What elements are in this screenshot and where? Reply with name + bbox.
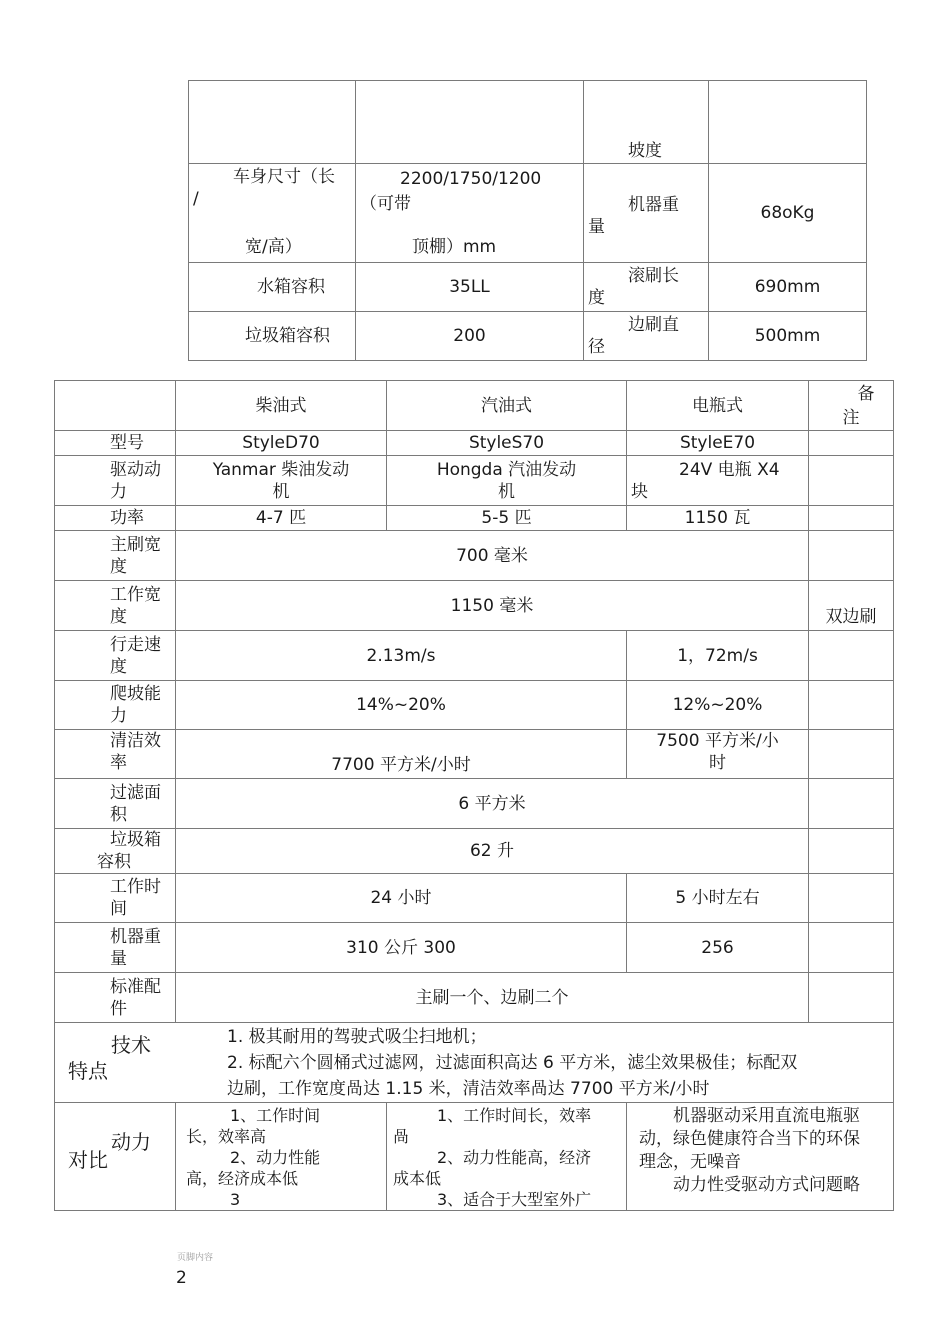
bin-value: 62 升 [176,829,809,874]
row-label-model: 型号 [55,431,176,456]
power-gasoline: 5-5 匹 [387,506,627,531]
header-battery: 电瓶式 [627,381,809,431]
row-label-weight: 机器重 量 [55,923,176,973]
table-row [55,1023,894,1103]
efficiency-battery: 7500 平方米/小 时 [627,730,809,779]
table-row [55,631,894,681]
table-row [55,581,894,631]
power-battery: 1150 瓦 [627,506,809,531]
table-row [55,506,894,531]
dynamics-gasoline: 1、工作时间长，效率 咼 2、动力性能高，经济 成本低 3、适合于大型室外广 [387,1103,627,1211]
efficiency-diesel-gasoline: 7700 平方米/小时 [176,730,627,779]
table-row [55,1103,894,1211]
weight-battery: 256 [627,923,809,973]
bin-capacity-label: 垃圾箱容积 [189,312,356,361]
table-row [55,923,894,973]
row-label-climb: 爬坡能 力 [55,681,176,730]
filter-value: 6 平方米 [176,779,809,829]
row-label-speed: 行走速 度 [55,631,176,681]
body-size-label: 车身尺寸（长 / 宽/高） [189,164,356,263]
dynamics-diesel: 1、工作时间 长，效率高 2、动力性能 高，经济成本低 3 [176,1103,387,1211]
model-battery: StyleE70 [627,431,809,456]
row-label-features-a: 技术 [111,1033,151,1057]
machine-weight-label: 机器重 量 [584,164,709,263]
main-brush-value: 700 毫米 [176,531,809,581]
table-row [55,829,894,874]
table-row [55,381,894,431]
row-label-filter: 过滤面 积 [55,779,176,829]
power-source-battery: 24V 电瓶 X4 块 [627,456,809,506]
table-row [189,312,867,361]
page-number: 2 [176,1268,187,1288]
row-label-power-source: 驱动动 力 [55,456,176,506]
speed-battery: 1，72m/s [627,631,809,681]
row-label-main-brush: 主刷宽 度 [55,531,176,581]
bin-capacity-value: 200 [356,312,584,361]
row-label-accessories: 标准配 件 [55,973,176,1023]
spec-table-main [54,380,894,1211]
table-row [55,973,894,1023]
feature-line-2: 2. 标配六个圆桶式过滤网，过滤面积高达 6 平方米，滤尘效果极佳；标配双 [227,1053,798,1073]
work-width-note: 双边刷 [809,581,894,631]
row-label-work-width: 工作宽 度 [55,581,176,631]
row-label-dynamics: 动力 对比 [55,1103,176,1211]
water-tank-label: 水箱容积 [189,263,356,312]
header-gasoline: 汽油式 [387,381,627,431]
table-row [55,681,894,730]
water-tank-value: 35LL [356,263,584,312]
side-brush-value: 500mm [709,312,867,361]
header-note: 备 注 [809,381,894,431]
footer-text: 页脚内容 [177,1253,214,1263]
table-row [189,164,867,263]
table-row [55,730,894,779]
features-cell [55,1023,894,1103]
table-row [189,263,867,312]
table-row [55,431,894,456]
table-row [55,531,894,581]
weight-diesel-gasoline: 310 公斤 300 [176,923,627,973]
feature-line-1: 1. 极其耐用的驾驶式吸尘扫地机； [227,1027,487,1047]
climb-diesel-gasoline: 14%~20% [176,681,627,730]
power-source-diesel: Yanmar 柴油发动 机 [176,456,387,506]
row-label-work-time: 工作时 间 [55,874,176,923]
side-brush-label: 边刷直 径 [584,312,709,361]
climb-battery: 12%~20% [627,681,809,730]
power-diesel: 4-7 匹 [176,506,387,531]
speed-diesel-gasoline: 2.13m/s [176,631,627,681]
work-time-battery: 5 小时左右 [627,874,809,923]
row-label-power: 功率 [55,506,176,531]
row-label-efficiency: 清洁效 率 [55,730,176,779]
power-source-gasoline: Hongda 汽油发动 机 [387,456,627,506]
spec-table-top [188,80,867,361]
roller-length-label: 滚刷长 度 [584,263,709,312]
work-time-diesel-gasoline: 24 小时 [176,874,627,923]
roller-length-value: 690mm [709,263,867,312]
work-width-value: 1150 毫米 [176,581,809,631]
accessories-value: 主刷一个、边刷二个 [176,973,809,1023]
table-row [189,81,867,164]
slope-label: 坡度 [628,141,662,161]
table-row [55,779,894,829]
model-diesel: StyleD70 [176,431,387,456]
table-row [55,874,894,923]
header-diesel: 柴油式 [176,381,387,431]
dynamics-battery: 机器驱动采用直流电瓶驱 动，绿色健康符合当下的环保 理念，无噪音 动力性受驱动方式问题略 [627,1103,894,1211]
feature-line-3: 边刷，工作宽度咼达 1.15 米，清洁效率咼达 7700 平方米/小时 [227,1079,710,1099]
machine-weight-value: 68oKg [709,164,867,263]
row-label-bin: 垃圾箱 容积 [55,829,176,874]
table-row [55,456,894,506]
model-gasoline: StyleS70 [387,431,627,456]
body-size-value: 2200/1750/1200 （可带 顶棚）mm [356,164,584,263]
row-label-features-b: 特点 [68,1059,108,1083]
